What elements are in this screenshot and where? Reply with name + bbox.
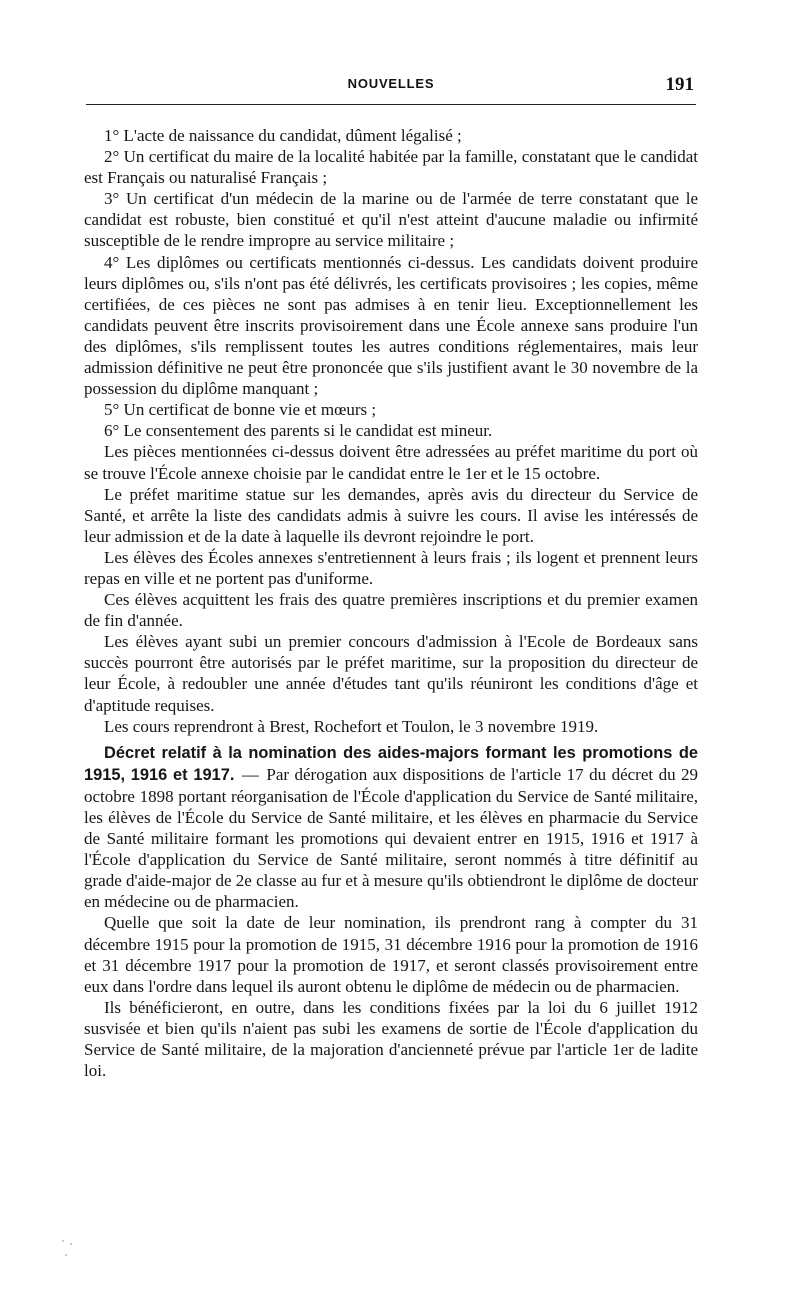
running-head: NOUVELLES bbox=[347, 76, 435, 91]
list-item-5: 5° Un certificat de bonne vie et mœurs ; bbox=[104, 400, 377, 420]
decree-paragraph bbox=[84, 742, 698, 913]
list-item-2: 2° Un certificat du maire de la localité habitée par la famille, constatant que le candidat est Français ou naturalisé Français ; bbox=[84, 147, 698, 188]
header-rule bbox=[86, 104, 696, 105]
body-text bbox=[84, 125, 698, 1081]
decree-text: Par dérogation aux dispositions de l'article 17 du décret du 29 octobre 1898 portant réorganisation de l'École d'application du Service de Santé militaire, les élèves de l'École du Service de Santé militaire, et les élèves en pharmacie du Service de Santé militaire formant les promotions qui devaient entrer en 1915, 1916 et 1917 à l'École d'application du Service de Santé militaire, seront nommés à titre définitif au grade d'aide-major de 2e classe au fur et à mesure qu'ils obtiendront le diplôme de docteur en médecine ou de pharmacien. bbox=[84, 764, 699, 912]
page-header bbox=[86, 76, 696, 98]
paragraph-bordeaux: Les élèves ayant subi un premier concours d'admission à l'Ecole de Bordeaux sans succès pourront être autorisés par le préfet maritime, sur la proposition du directeur de leur École, à redoubler une année d'études tant qu'ils réuniront les conditions d'âge et d'aptitude requises. bbox=[84, 632, 698, 715]
list-item-4: 4° Les diplômes ou certificats mentionnés ci-dessus. Les candidats doivent produire leurs diplômes ou, s'ils n'ont pas été délivrés, les certificats provisoires ; les copies, même certifiées, de ces pièces ne sont pas admises à en tenir lieu. Exceptionnellement les candidats peuvent être inscrits provisoirement dans une École annexe sans produire l'un des diplômes, s'ils remplissent toutes les autres conditions réglementaires, mais leur admission définitive ne peut être prononcée que s'ils justifient avant le 30 novembre de la possession du diplôme manquant ; bbox=[84, 252, 698, 399]
paragraph-fees: Ces élèves acquittent les frais des quatre premières inscriptions et du premier examen de fin d'année. bbox=[84, 590, 698, 631]
paragraph-prefect: Le préfet maritime statue sur les demandes, après avis du directeur du Service de Santé, et arrête la liste des candidats admis à suivre les cours. Il avise les intéressés de leur admission et de la date à laquelle ils devront rejoindre le port. bbox=[84, 484, 698, 546]
list-item-1: 1° L'acte de naissance du candidat, dûment légalisé ; bbox=[104, 126, 462, 145]
decree-title: Décret relatif à la nomination des aides-majors formant les promotions de 1915, 1916 et 1917. bbox=[84, 743, 698, 784]
paragraph-lodging: Les élèves des Écoles annexes s'entretiennent à leurs frais ; ils logent et prennent leurs repas en ville et ne portent pas d'uniforme. bbox=[84, 547, 698, 588]
paragraph-submission: Les pièces mentionnées ci-dessus doivent être adressées au préfet maritime du port où se trouve l'École annexe choisie par le candidat entre le 1er et le 15 octobre. bbox=[84, 442, 698, 483]
decree-dash: — bbox=[241, 764, 259, 784]
paragraph-rank: Quelle que soit la date de leur nomination, ils prendront rang à compter du 31 décembre 1915 pour la promotion de 1915, 31 décembre 1916 pour la promotion de 1916 et 31 décembre 1917 pour la promotion de 1917, et seront classés provisoirement entre eux dans l'ordre dans lequel ils auront obtenu le diplôme de médecin ou de pharmacien. bbox=[84, 913, 698, 996]
list-item-6: 6° Le consentement des parents si le candidat est mineur. bbox=[104, 421, 493, 441]
paragraph-courses: Les cours reprendront à Brest, Rochefort et Toulon, le 3 novembre 1919. bbox=[104, 716, 599, 736]
page-number: 191 bbox=[665, 74, 694, 95]
list-item-3: 3° Un certificat d'un médecin de la marine ou de l'armée de terre constatant que le candidat est robuste, bien constitué et qu'il n'est atteint d'aucune maladie ou infirmité susceptible de le rendre impropre au service militaire ; bbox=[84, 189, 698, 251]
paragraph-seniority: Ils bénéficieront, en outre, dans les conditions fixées par la loi du 6 juillet 1912 susvisée et bien qu'ils n'aient pas subi les examens de sortie de l'École d'application du Service de Santé militaire, de la majoration d'ancienneté prévue par l'article 1er de ladite loi. bbox=[84, 997, 698, 1081]
scan-specks bbox=[60, 1240, 80, 1260]
